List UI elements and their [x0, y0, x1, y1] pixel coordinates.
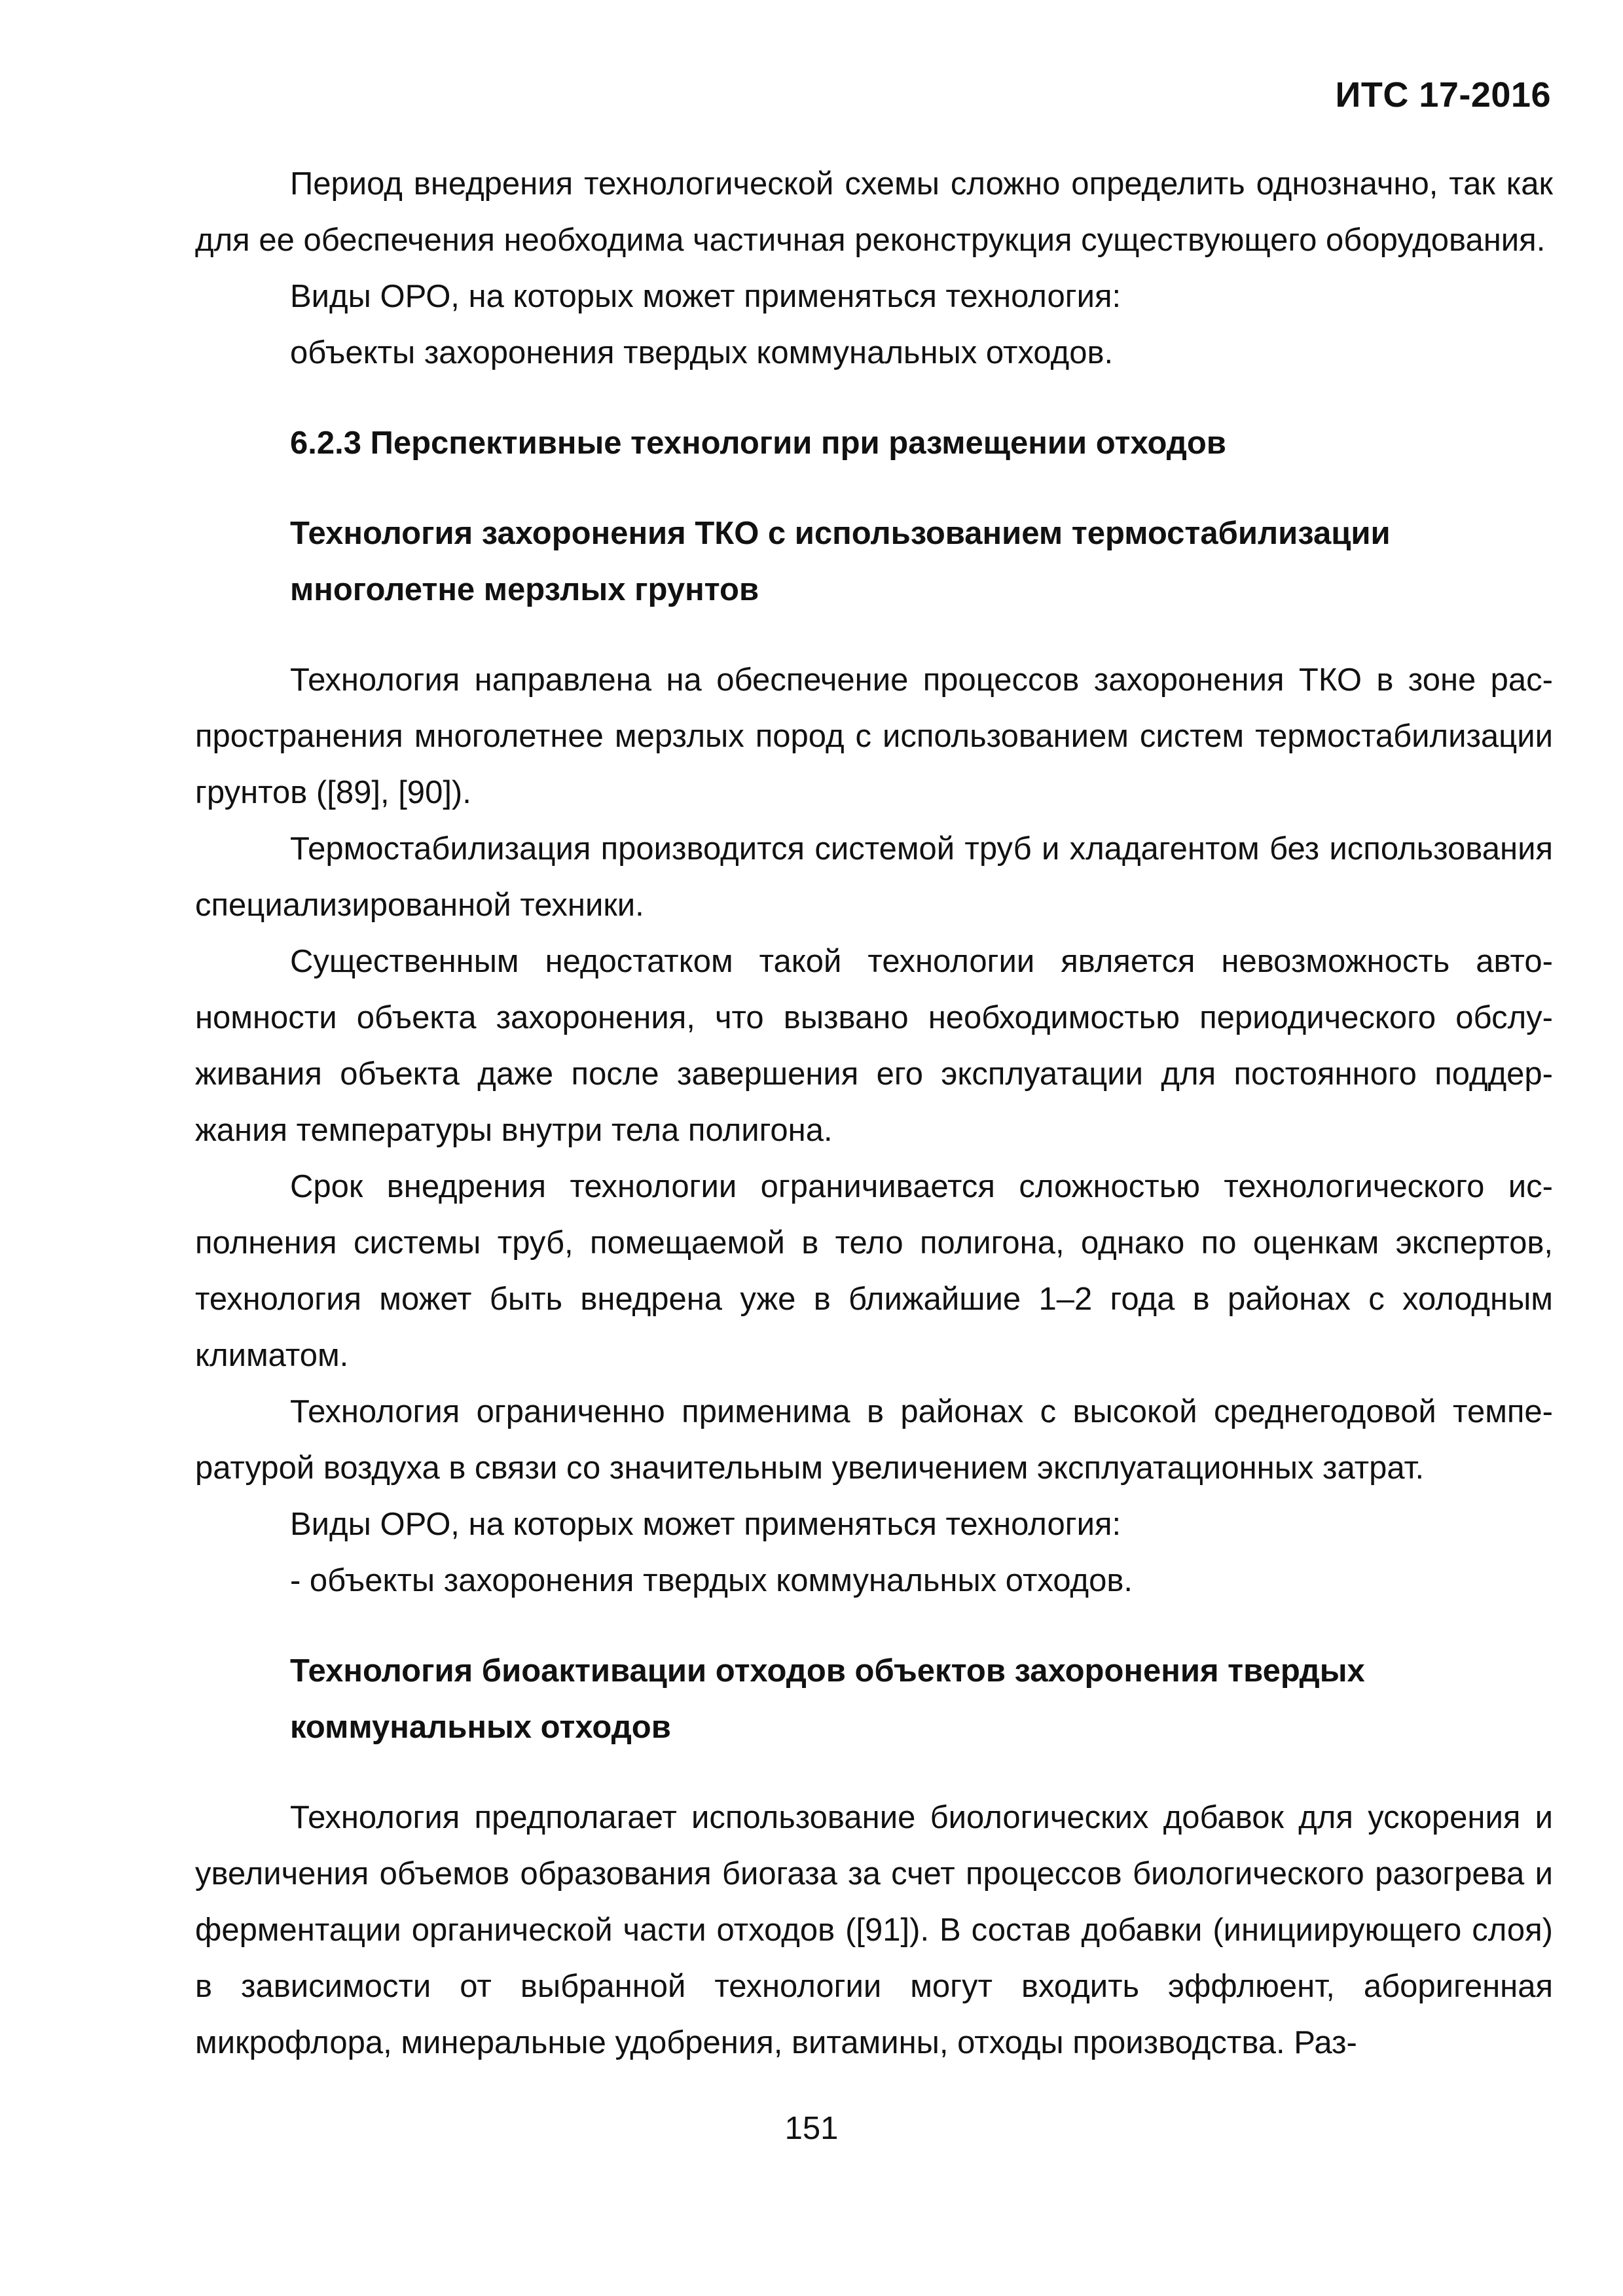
subsection-heading: Технология биоактивации отходов объектов захоронения твердых коммунальных отходов: [290, 1653, 1365, 1745]
document-code-header: ИТС 17-2016: [1335, 75, 1551, 115]
page-body: [195, 156, 1553, 2071]
paragraph: Существенным недостатком такой технологии является невозможность автономности объекта захоронения, что вызвано необходимостью периодического обслуживания объекта даже после завершения его эксплуатации для постоянного поддержания температуры внутри тела полигона.: [195, 944, 1553, 1148]
list-item: - объекты захоронения твердых коммунальных отходов.: [290, 1563, 1133, 1598]
section-heading: 6.2.3 Перспективные технологии при размещении отходов: [290, 425, 1226, 461]
paragraph: объекты захоронения твердых коммунальных отходов.: [290, 335, 1114, 370]
paragraph: Термостабилизация производится системой труб и хладагентом без использования специализированной техники.: [195, 831, 1553, 923]
paragraph: Технология направлена на обеспечение процессов захоронения ТКО в зоне распространения многолетнее мерзлых пород с использованием систем термостабилизации грунтов ([89], [90]).: [195, 662, 1553, 810]
paragraph: Период внедрения технологической схемы сложно определить однозначно, так как для ее обеспечения необходима частичная реконструкция существующего оборудования.: [195, 166, 1553, 258]
paragraph: Технология ограниченно применима в районах с высокой среднегодовой температурой воздуха в связи со значительным увеличением эксплуатационных затрат.: [195, 1394, 1553, 1486]
paragraph: Срок внедрения технологии ограничивается сложностью технологического исполнения системы труб, помещаемой в тело полигона, однако по оценкам экспертов, технология может быть внедрена уже в ближайшие 1–2 года в районах с холодным климатом.: [195, 1169, 1553, 1373]
page-number: 151: [784, 2111, 839, 2146]
paragraph: Виды ОРО, на которых может применяться технология:: [290, 279, 1122, 314]
paragraph: Виды ОРО, на которых может применяться технология:: [290, 1507, 1122, 1542]
paragraph: Технология предполагает использование биологических добавок для ускорения и увеличения объемов образования биогаза за счет процессов биологического разогрева и ферментации органической части отходов ([91]). В состав добавки (инициирующего слоя) в зависимости от выбранной технологии могут входить эффлюент, аборигенная микрофлора, минеральные удобрения, витамины, отходы производства. Раз-: [195, 1800, 1553, 2060]
subsection-heading: Технология захоронения ТКО с использованием термостабилизации многолетне мерзлых грунтов: [290, 516, 1391, 607]
